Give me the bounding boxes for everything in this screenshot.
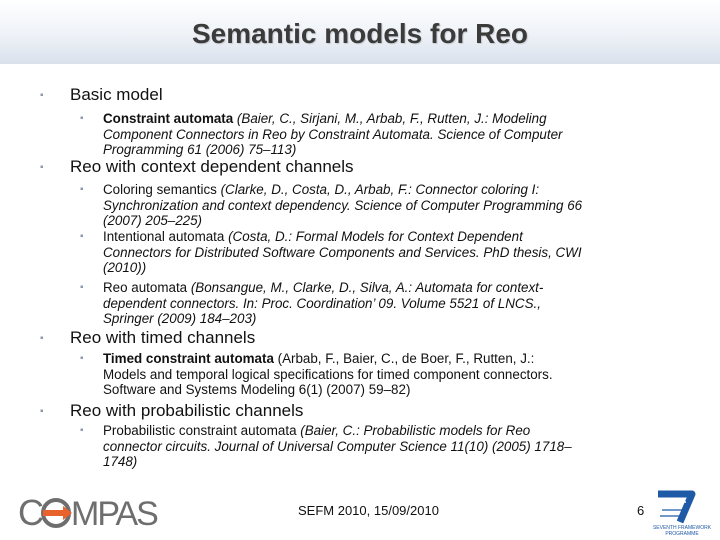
- reference-line: [103, 311, 678, 327]
- reference-segment: Programming 61 (2006) 75–113): [103, 142, 297, 157]
- square-bullet-icon: ▪: [80, 113, 84, 124]
- reference-line: [103, 111, 678, 127]
- reference-line: [103, 367, 678, 383]
- square-bullet-icon: ▪: [40, 162, 44, 173]
- reference-text: [103, 280, 678, 327]
- reference-segment: Component Connectors in Reo by Constraint Automata. Science of Computer: [103, 126, 563, 142]
- square-bullet-icon: ▪: [40, 90, 44, 101]
- reference-segment: (Arbab, F., Baier, C., de Boer, F., Rutten, J.:: [273, 351, 535, 366]
- reference-text: [103, 423, 678, 470]
- reference-line: [103, 423, 678, 439]
- model-name: Timed constraint automata: [103, 351, 274, 366]
- reference-text: [103, 351, 678, 398]
- bullet-label: Reo with context dependent channels: [70, 157, 354, 176]
- square-bullet-icon: ▪: [80, 184, 84, 195]
- reference-line: [103, 280, 678, 296]
- compas-logo: [18, 492, 157, 533]
- reference-segment: Coloring semantics: [103, 182, 217, 197]
- reference-line: [103, 382, 678, 398]
- page-number: 6: [637, 503, 645, 518]
- reference-segment: 1748): [103, 454, 138, 469]
- reference-segment: (Baier, C., Sirjani, M., Arbab, F., Rutten, J.: Modeling: [233, 111, 547, 126]
- reference-segment: (Bonsangue, M., Clarke, D., Silva, A.: Automata for context-: [187, 280, 544, 295]
- bullet-label: Basic model: [70, 85, 163, 104]
- reference-line: [103, 182, 678, 198]
- reference-line: [103, 351, 678, 367]
- reference-segment: (Baier, C.: Probabilistic models for Reo: [296, 423, 531, 438]
- reference-segment: Models and temporal logical specifications for timed component connectors.: [103, 366, 553, 382]
- reference-segment: Connectors for Distributed Software Components and Services. PhD thesis, CWI: [103, 244, 582, 260]
- reference-segment: dependent connectors. In: Proc. Coordination’ 09. Volume 5521 of LNCS.,: [103, 295, 541, 311]
- bullet-label: Reo with probabilistic channels: [70, 401, 304, 420]
- reference-line: [103, 439, 678, 455]
- reference-line: [103, 229, 678, 245]
- model-name: Constraint automata: [103, 111, 234, 126]
- svg-text:MPAS: MPAS: [71, 495, 157, 533]
- footer-event: SEFM 2010, 15/09/2010: [298, 503, 439, 518]
- reference-line: [103, 213, 678, 229]
- reference-line: [103, 260, 678, 276]
- reference-segment: Synchronization and context dependency. Science of Computer Programming 66: [103, 197, 583, 213]
- square-bullet-icon: ▪: [80, 231, 84, 242]
- reference-segment: (2007) 205–225): [103, 213, 203, 228]
- reference-segment: Reo automata: [103, 280, 188, 295]
- fp7-caption-2: PROGRAMME: [665, 531, 699, 537]
- reference-segment: Springer (2009) 184–203): [103, 311, 257, 326]
- square-bullet-icon: ▪: [80, 425, 84, 436]
- reference-line: [103, 454, 678, 470]
- fp7-logo: [652, 488, 712, 536]
- reference-segment: (Costa, D.: Formal Models for Context Dependent: [224, 229, 523, 244]
- reference-line: [103, 245, 678, 261]
- reference-line: [103, 142, 678, 158]
- reference-line: [103, 296, 678, 312]
- slide-title: Semantic models for Reo: [191, 18, 529, 49]
- fp7-caption-1: SEVENTH FRAMEWORK: [652, 525, 712, 531]
- reference-segment: Probabilistic constraint automata: [103, 423, 297, 438]
- svg-text:C: C: [18, 492, 43, 533]
- reference-text: [103, 111, 678, 158]
- bullet-label: Reo with timed channels: [70, 328, 256, 347]
- reference-text: [103, 229, 678, 276]
- reference-segment: (Clarke, D., Costa, D., Arbab, F.: Connector coloring I:: [216, 182, 540, 197]
- reference-segment: connector circuits. Journal of Universal Computer Science 11(10) (2005) 1718–: [103, 438, 572, 454]
- reference-segment: Intentional automata: [103, 229, 225, 244]
- reference-segment: (2010)): [103, 260, 147, 275]
- reference-text: [103, 182, 678, 229]
- square-bullet-icon: ▪: [40, 333, 44, 344]
- reference-line: [103, 198, 678, 214]
- square-bullet-icon: ▪: [40, 406, 44, 417]
- square-bullet-icon: ▪: [80, 282, 84, 293]
- square-bullet-icon: ▪: [80, 353, 84, 364]
- reference-segment: Software and Systems Modeling 6(1) (2007) 59–82): [103, 382, 411, 397]
- reference-line: [103, 127, 678, 143]
